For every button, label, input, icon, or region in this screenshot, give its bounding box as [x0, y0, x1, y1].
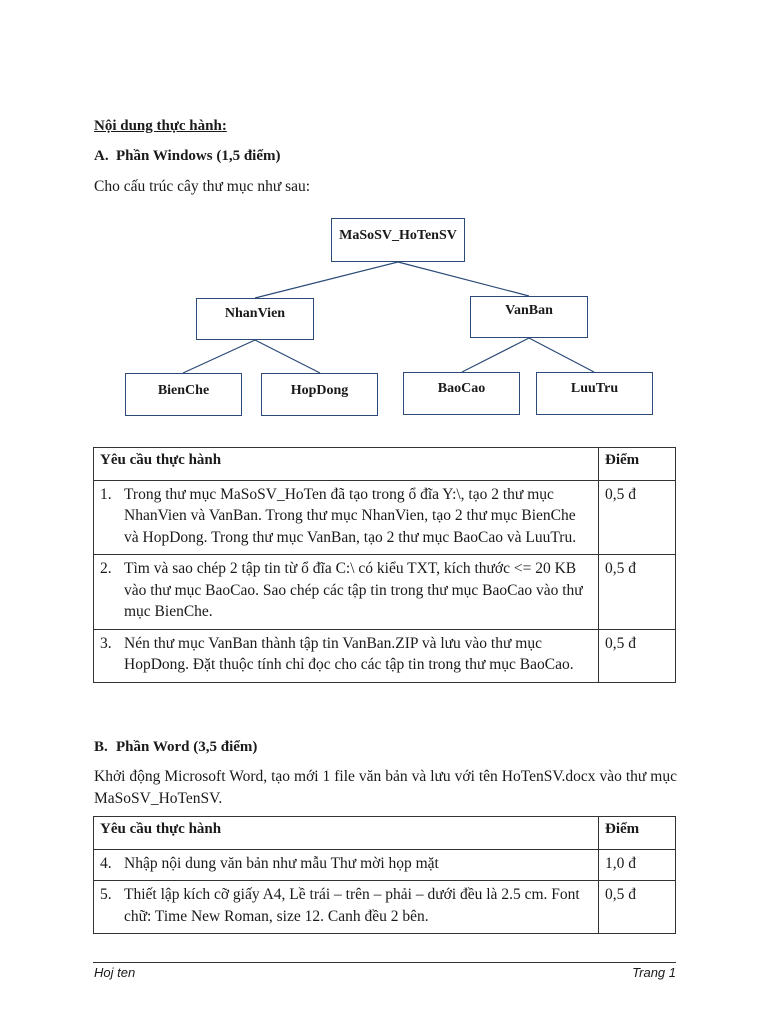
item-number: 2.: [100, 560, 112, 577]
item-text: Nén thư mục VanBan thành tập tin VanBan.ZIP và lưu vào thư mục HopDong. Đặt thuộc tính chỉ đọc cho các tập tin trong thư mục BaoCao.: [124, 634, 574, 673]
table-row: [94, 480, 676, 555]
requirements-table-a: [93, 447, 676, 683]
section-b-number: B.: [94, 739, 108, 755]
header-requirement: Yêu cầu thực hành: [94, 817, 599, 850]
header-requirement: Yêu cầu thực hành: [94, 448, 599, 481]
tree-edge-root-nhanvien: [255, 262, 398, 298]
tree-node-nhanvien: NhanVien: [196, 298, 314, 340]
item-score: 0,5 đ: [599, 629, 676, 682]
item-text: Tìm và sao chép 2 tập tin từ ổ đĩa C:\ có kiểu TXT, kích thước <= 20 KB vào thư mục BaoCao. Sao chép các tập tin trong thư mục BaoCao vào thư mục BienChe.: [124, 560, 583, 620]
tree-node-luutru: LuuTru: [536, 372, 653, 415]
section-b-title: B. Phần Word (3,5 điểm): [94, 739, 258, 755]
requirements-table-b: [93, 816, 676, 934]
section-a-title: A. Phần Windows (1,5 điểm): [94, 148, 281, 164]
tree-node-baocao: BaoCao: [403, 372, 520, 415]
item-text: Trong thư mục MaSoSV_HoTen đã tạo trong ổ đĩa Y:\, tạo 2 thư mục NhanVien và VanBan. Trong thư mục NhanVien, tạo 2 thư mục BienChe và HopDong. Trong thư mục VanBan, tạo 2 thư mục BaoCao và LuuTru.: [124, 485, 577, 546]
header-score: Điểm: [599, 448, 676, 481]
page-title: Nội dung thực hành:: [94, 118, 227, 134]
item-score: 0,5 đ: [599, 881, 676, 934]
tree-node-root: MaSoSV_HoTenSV: [331, 218, 465, 262]
tree-node-hopdong: HopDong: [261, 373, 378, 416]
table-header-row: [94, 817, 676, 850]
tree-node-bienche: BienChe: [125, 373, 242, 416]
section-a-number: A.: [94, 148, 109, 164]
tree-edge-nhanvien-bienche: [183, 340, 255, 373]
table-header-row: [94, 448, 676, 481]
header-score: Điểm: [599, 817, 676, 850]
item-number: 1.: [100, 485, 112, 503]
item-score: 0,5 đ: [599, 480, 676, 555]
folder-tree-diagram: [0, 0, 768, 430]
section-a-intro: Cho cấu trúc cây thư mục như sau:: [94, 178, 311, 195]
item-number: 4.: [100, 854, 112, 872]
item-text: Thiết lập kích cỡ giấy A4, Lề trái – trên – phải – dưới đều là 2.5 cm. Font chữ: Time New Roman, size 12. Canh đều 2 bên.: [124, 886, 580, 925]
tree-edge-vanban-baocao: [462, 338, 529, 372]
tree-edge-vanban-luutru: [529, 338, 594, 372]
item-score: 0,5 đ: [599, 555, 676, 630]
tree-edge-root-vanban: [398, 262, 529, 296]
item-text: Nhập nội dung văn bản như mẫu Thư mời họp mặt: [124, 854, 439, 872]
table-row: [94, 849, 676, 881]
table-row: [94, 881, 676, 934]
tree-edge-nhanvien-hopdong: [255, 340, 320, 373]
footer-divider: [93, 962, 676, 963]
table-row: [94, 555, 676, 630]
item-score: 1,0 đ: [599, 849, 676, 881]
footer-page-number: Trang 1: [632, 965, 676, 980]
table-row: [94, 629, 676, 682]
item-number: 3.: [100, 634, 112, 652]
tree-node-vanban: VanBan: [470, 296, 588, 338]
item-number: 5.: [100, 886, 112, 903]
footer-author: Hoj ten: [94, 965, 136, 980]
section-b-intro: Khởi động Microsoft Word, tạo mới 1 file văn bản và lưu với tên HoTenSV.docx vào thư mục MaSoSV_HoTenSV.: [94, 768, 677, 807]
